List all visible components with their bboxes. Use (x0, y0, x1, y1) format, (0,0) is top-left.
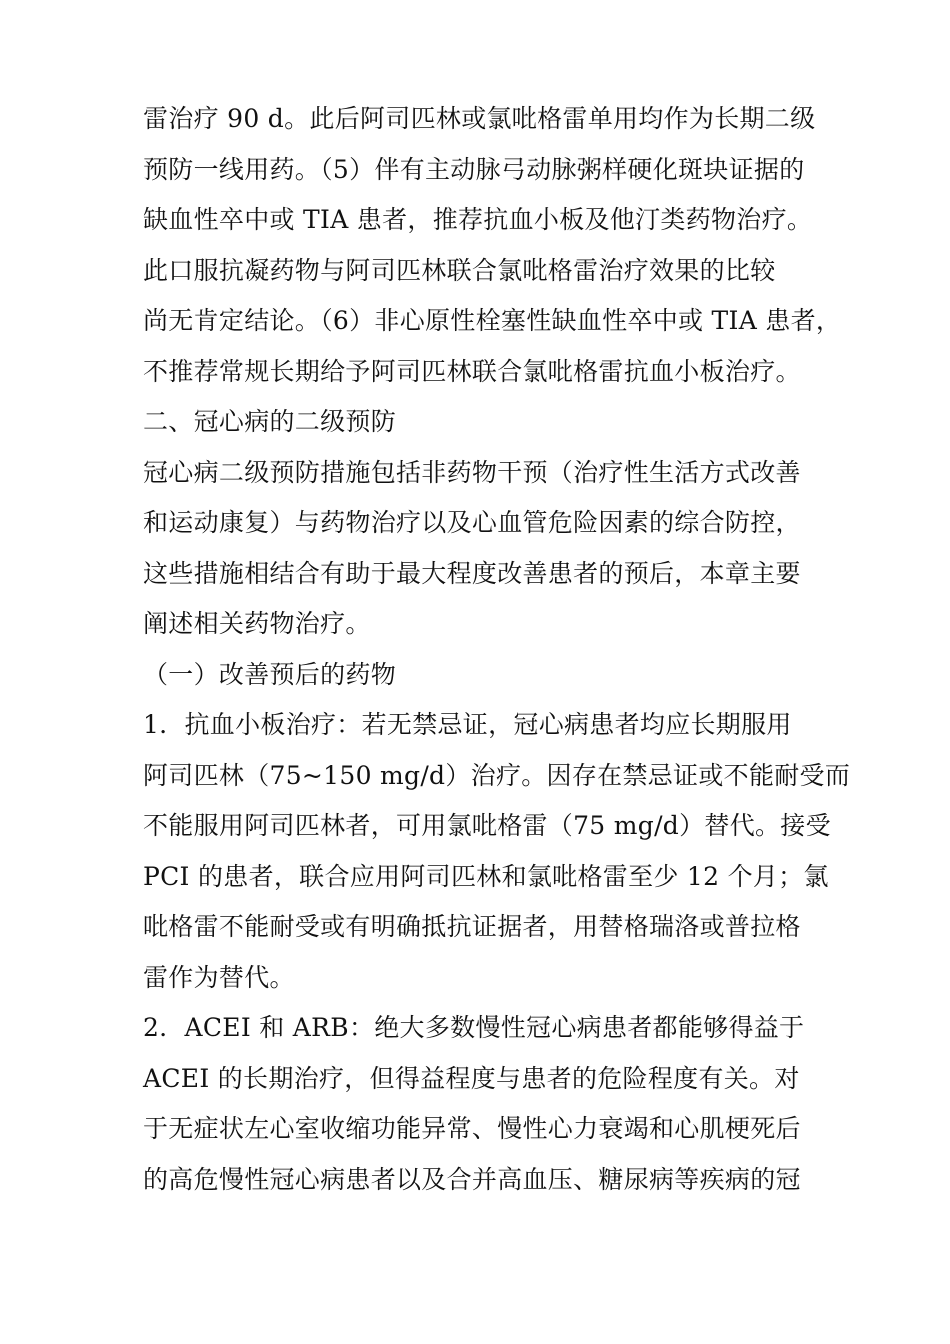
text-line: 1．抗血小板治疗：若无禁忌证，冠心病患者均应长期服用 (143, 710, 792, 739)
text-line: 这些措施相结合有助于最大程度改善患者的预后，本章主要 (143, 558, 801, 588)
text-line: 阿司匹林（75~150 mg/d）治疗。因存在禁忌证或不能耐受而 (143, 760, 851, 790)
text-line: ACEI 的长期治疗，但得益程度与患者的危险程度有关。对 (143, 1063, 800, 1093)
text-line: 冠心病二级预防措施包括非药物干预（治疗性生活方式改善 (143, 457, 801, 487)
text-line: 雷作为替代。 (143, 962, 295, 992)
text-line: 此口服抗凝药物与阿司匹林联合氯吡格雷治疗效果的比较 (143, 255, 776, 285)
text-line: 不能服用阿司匹林者，可用氯吡格雷（75 mg/d）替代。接受 (143, 811, 831, 840)
text-line: 预防一线用药。（5）伴有主动脉弓动脉粥样硬化斑块证据的 (143, 154, 805, 184)
text-line: 2．ACEI 和 ARB：绝大多数慢性冠心病患者都能够得益于 (143, 1013, 805, 1042)
body-text (143, 94, 851, 1205)
text-line: 阐述相关药物治疗。 (143, 609, 371, 638)
text-line: PCI 的患者，联合应用阿司匹林和氯吡格雷至少 12 个月；氯 (143, 861, 829, 891)
text-line: 的高危慢性冠心病患者以及合并高血压、糖尿病等疾病的冠 (143, 1164, 801, 1194)
subsection-heading: （一）改善预后的药物 (143, 659, 397, 689)
text-line: 吡格雷不能耐受或有明确抵抗证据者，用替格瑞洛或普拉格 (143, 912, 801, 941)
text-line: 尚无肯定结论。（6）非心原性栓塞性缺血性卒中或 TIA 患者， (143, 306, 842, 335)
text-line: 缺血性卒中或 TIA 患者，推荐抗血小板及他汀类药物治疗。 (143, 205, 813, 234)
text-line: 雷治疗 90 d。此后阿司匹林或氯吡格雷单用均作为长期二级 (143, 104, 816, 133)
text-line: 于无症状左心室收缩功能异常、慢性心力衰竭和心肌梗死后 (143, 1114, 801, 1143)
section-heading: 二、冠心病的二级预防 (143, 407, 397, 436)
text-line: 和运动康复）与药物治疗以及心血管危险因素的综合防控， (143, 508, 801, 537)
text-line: 不推荐常规长期给予阿司匹林联合氯吡格雷抗血小板治疗。 (143, 356, 801, 386)
